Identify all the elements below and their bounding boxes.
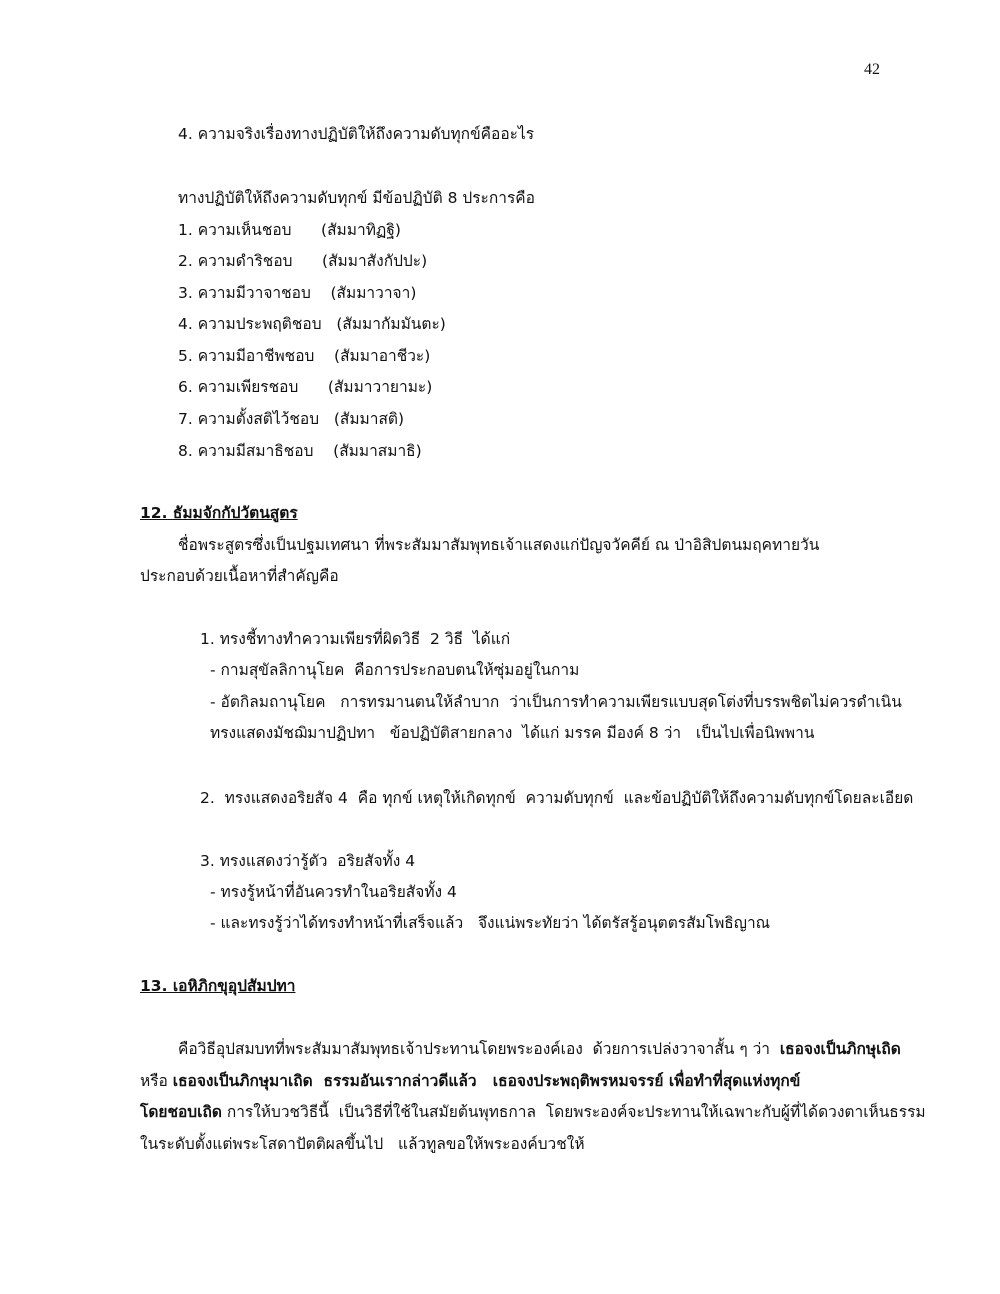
section-13-text: คือวิธีอุปสมบทที่พระสัมมาสัมพุทธเจ้าประทานโดยพระองค์เอง ด้วยการเปล่งวาจาสั้น ๆ ว่า	[178, 1040, 780, 1058]
point-1-sub: - อัตกิลมถานุโยค การทรมานตนให้ลำบาก ว่าเป็นการทำความเพียรแบบสุดโต่งที่บรรพชิตไม่ควรดำเนิน	[210, 693, 902, 711]
path-item: 5. ความมีอาชีพชอบ (สัมมาอาชีวะ)	[178, 347, 431, 365]
path-item: 1. ความเห็นชอบ (สัมมาทิฏฐิ)	[178, 221, 401, 239]
section-12-intro: ชื่อพระสูตรซึ่งเป็นปฐมเทศนา ที่พระสัมมาสัมพุทธเจ้าแสดงแก่ปัญจวัคคีย์ ณ ป่าอิสิปตนมฤคทายวัน	[178, 536, 820, 554]
path-item: 2. ความดำริชอบ (สัมมาสังกัปปะ)	[178, 252, 428, 270]
section-13-bold-text: เธอจงเป็นภิกษุมาเถิด ธรรมอันเรากล่าวดีแล้ว เธอจงประพฤติพรหมจรรย์ เพื่อทำที่สุดแห่งทุกข์	[172, 1072, 801, 1090]
path-item: 8. ความมีสมาธิชอบ (สัมมาสมาธิ)	[178, 442, 422, 460]
path-item: 4. ความประพฤติชอบ (สัมมากัมมันตะ)	[178, 315, 446, 333]
section-12-heading: 12. ธัมมจักกัปวัตนสูตร	[140, 504, 298, 522]
section-13-text: การให้บวชวิธีนี้ เป็นวิธีที่ใช้ในสมัยต้นพุทธกาล โดยพระองค์จะประทานให้เฉพาะกับผู้ที่ได้ดวงตาเห็นธรรม	[221, 1103, 926, 1121]
path-item: 3. ความมีวาจาชอบ (สัมมาวาจา)	[178, 284, 417, 302]
section-4-intro: ทางปฏิบัติให้ถึงความดับทุกข์ มีข้อปฏิบัติ 8 ประการคือ	[178, 189, 535, 207]
path-item: 7. ความตั้งสติไว้ชอบ (สัมมาสติ)	[178, 410, 405, 428]
section-13-text: หรือ	[140, 1072, 173, 1090]
point-3: 3. ทรงแสดงว่ารู้ตัว อริยสัจทั้ง 4	[200, 852, 416, 870]
point-3-sub: - และทรงรู้ว่าได้ทรงทำหน้าที่เสร็จแล้ว จึงแน่พระทัยว่า ได้ตรัสรู้อนุตตรสัมโพธิญาณ	[210, 914, 771, 932]
point-2: 2. ทรงแสดงอริยสัจ 4 คือ ทุกข์ เหตุให้เกิดทุกข์ ความดับทุกข์ และข้อปฏิบัติให้ถึงความดับทุกข์โดยละเอียด	[200, 789, 914, 807]
page-number: 42	[864, 61, 880, 78]
section-13-bold-text: โดยชอบเถิด	[140, 1103, 222, 1121]
point-1-sub-cont: ทรงแสดงมัชฌิมาปฏิปทา ข้อปฏิบัติสายกลาง ได้แก่ มรรค มีองค์ 8 ว่า เป็นไปเพื่อนิพพาน	[210, 724, 815, 742]
point-3-sub: - ทรงรู้หน้าที่อันควรทำในอริยสัจทั้ง 4	[210, 883, 457, 901]
section-13-line	[140, 1102, 926, 1122]
section-12-intro-cont: ประกอบด้วยเนื้อหาที่สำคัญคือ	[140, 567, 339, 585]
section-13-heading: 13. เอหิภิกขุอุปสัมปทา	[140, 977, 296, 995]
section-13-line	[178, 1039, 901, 1059]
point-1: 1. ทรงชี้ทางทำความเพียรที่ผิดวิธี 2 วิธี ได้แก่	[200, 630, 511, 648]
section-4-title: 4. ความจริงเรื่องทางปฏิบัติให้ถึงความดับทุกข์คืออะไร	[178, 125, 535, 143]
section-13-line	[140, 1071, 800, 1091]
path-item: 6. ความเพียรชอบ (สัมมาวายามะ)	[178, 378, 433, 396]
section-13-line: ในระดับตั้งแต่พระโสดาปัตติผลขึ้นไป แล้วทูลขอให้พระองค์บวชให้	[140, 1135, 585, 1153]
section-13-bold-text: เธอจงเป็นภิกษุเถิด	[779, 1040, 901, 1058]
point-1-sub: - กามสุขัลลิกานุโยค คือการประกอบตนให้ซุ่มอยู่ในกาม	[210, 661, 580, 679]
